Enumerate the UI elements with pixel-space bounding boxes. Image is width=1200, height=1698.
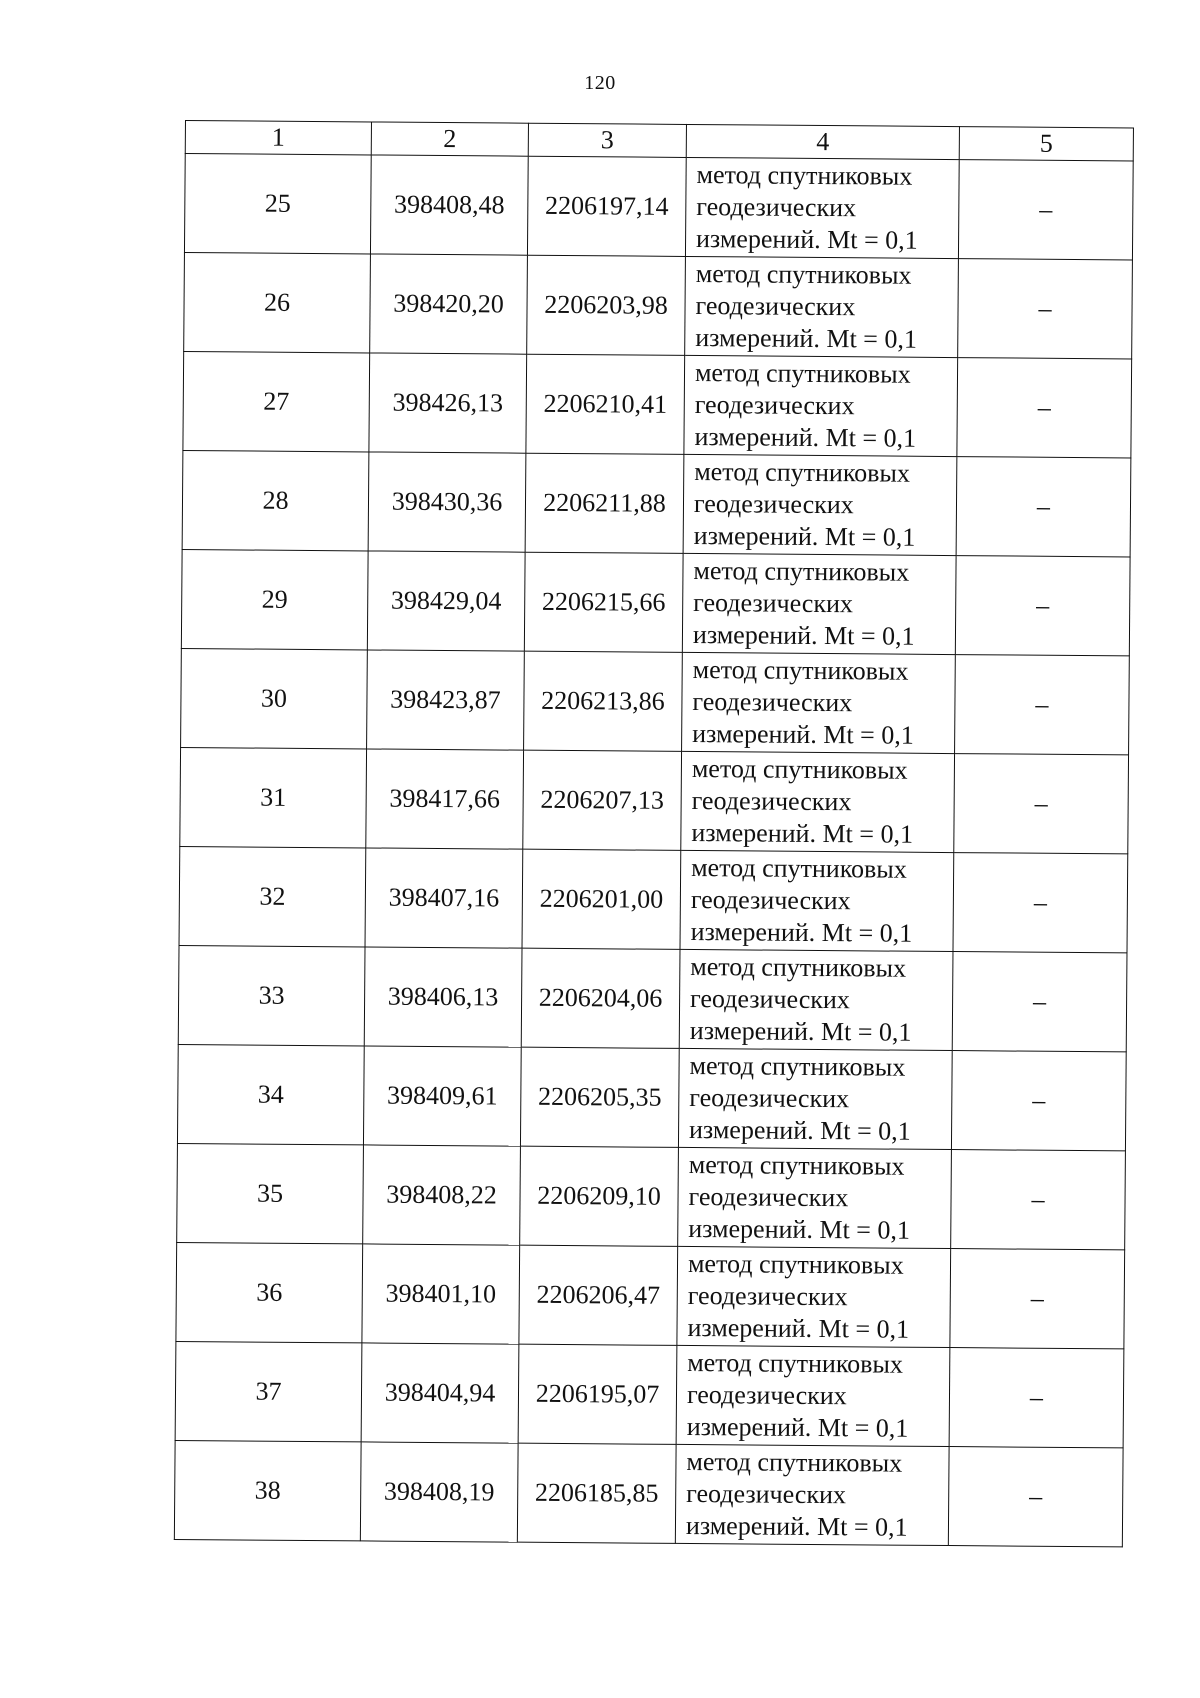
table-row [174, 1440, 1123, 1546]
description-cell: – [955, 655, 1130, 755]
method-text-line: геодезических [690, 983, 850, 1015]
description-cell: – [953, 853, 1128, 953]
description-cell: – [954, 754, 1129, 854]
point-number-cell: 38 [174, 1440, 361, 1540]
x-coordinate-cell: 398420,20 [370, 254, 528, 354]
method-text-line: геодезических [686, 1379, 847, 1411]
method-text-line: измерений. Mt = 0,1 [693, 521, 916, 552]
point-number-cell: 32 [179, 846, 366, 946]
x-coordinate-cell: 398408,22 [363, 1145, 521, 1245]
table-row [175, 1341, 1124, 1447]
method-text-line: измерений. Mt = 0,1 [687, 1312, 910, 1344]
x-coordinate-cell: 398409,61 [363, 1046, 521, 1146]
method-text-line: метод спутниковых [695, 259, 912, 290]
method-text-line: метод спутниковых [694, 358, 911, 389]
method-text-line: геодезических [691, 786, 852, 817]
method-text-line: метод спутниковых [686, 1446, 903, 1478]
x-coordinate-cell: 398408,19 [360, 1442, 518, 1542]
y-coordinate-cell: 2206207,13 [523, 750, 682, 850]
table-row [184, 154, 1133, 260]
method-text-line: измерений. Mt = 0,1 [689, 1015, 912, 1047]
table-row [177, 1044, 1126, 1150]
method-text-line: геодезических [692, 687, 853, 718]
method-text-line: геодезических [689, 1082, 850, 1114]
description-cell: – [958, 160, 1133, 260]
description-cell: – [952, 952, 1127, 1052]
method-text-line: метод спутниковых [694, 457, 911, 488]
method-cell [678, 1147, 952, 1248]
method-text-line: геодезических [690, 884, 851, 916]
column-header-1: 1 [185, 121, 371, 155]
point-number-cell: 37 [175, 1341, 362, 1441]
method-text-line: метод спутниковых [691, 754, 908, 785]
method-text-line: измерений. Mt = 0,1 [686, 1411, 909, 1443]
description-cell: – [951, 1150, 1126, 1250]
x-coordinate-cell: 398404,94 [361, 1343, 519, 1443]
x-coordinate-cell: 398426,13 [369, 353, 527, 453]
method-text-line: геодезических [694, 390, 855, 421]
method-cell [675, 1444, 949, 1545]
column-header-5: 5 [959, 127, 1133, 161]
method-text-line: геодезических [688, 1181, 849, 1213]
method-text-line: измерений. Mt = 0,1 [691, 817, 914, 849]
table-row [184, 252, 1133, 358]
description-cell: – [956, 457, 1131, 557]
column-header-3: 3 [528, 123, 686, 157]
y-coordinate-cell: 2206185,85 [517, 1443, 676, 1543]
method-cell [681, 751, 955, 852]
point-number-cell: 31 [180, 747, 367, 847]
column-header-2: 2 [371, 122, 528, 156]
description-cell: – [951, 1051, 1126, 1151]
method-text-line: метод спутниковых [687, 1248, 904, 1280]
method-cell [682, 652, 956, 753]
point-number-cell: 30 [181, 648, 368, 748]
y-coordinate-cell: 2206195,07 [518, 1344, 677, 1444]
method-text-line: измерений. Mt = 0,1 [688, 1114, 911, 1146]
y-coordinate-cell: 2206197,14 [527, 156, 686, 256]
method-text-line: измерений. Mt = 0,1 [695, 323, 918, 354]
y-coordinate-cell: 2206206,47 [519, 1245, 678, 1345]
table-row [182, 450, 1131, 556]
y-coordinate-cell: 2206209,10 [520, 1146, 679, 1246]
x-coordinate-cell: 398429,04 [367, 551, 525, 651]
coordinates-table [174, 120, 1134, 1547]
method-text-line: геодезических [693, 588, 854, 619]
description-cell: – [957, 358, 1132, 458]
table-row [179, 846, 1128, 952]
method-text-line: метод спутниковых [692, 655, 909, 686]
point-number-cell: 29 [181, 549, 368, 649]
x-coordinate-cell: 398408,48 [370, 155, 528, 255]
method-text-line: геодезических [696, 192, 857, 223]
table-body [174, 154, 1133, 1547]
method-text-line: измерений. Mt = 0,1 [695, 224, 918, 255]
method-cell [676, 1345, 950, 1446]
method-text-line: метод спутниковых [691, 852, 907, 884]
y-coordinate-cell: 2206210,41 [526, 354, 685, 454]
description-cell: – [955, 556, 1130, 656]
point-number-cell: 34 [177, 1044, 364, 1144]
table-row [177, 1143, 1126, 1249]
y-coordinate-cell: 2206215,66 [524, 552, 683, 652]
method-text-line: метод спутниковых [688, 1149, 905, 1181]
y-coordinate-cell: 2206204,06 [521, 948, 680, 1048]
x-coordinate-cell: 398407,16 [365, 848, 523, 948]
method-text-line: измерений. Mt = 0,1 [692, 620, 915, 651]
y-coordinate-cell: 2206201,00 [522, 849, 681, 949]
table-row [176, 1242, 1125, 1348]
method-text-line: измерений. Mt = 0,1 [692, 719, 914, 750]
method-text-line: метод спутниковых [687, 1347, 904, 1379]
method-cell [677, 1246, 951, 1347]
method-text-line: метод спутниковых [689, 1050, 906, 1082]
method-cell [684, 355, 958, 456]
y-coordinate-cell: 2206211,88 [525, 453, 684, 553]
method-text-line: геодезических [695, 291, 856, 322]
method-cell [683, 454, 957, 555]
method-cell [685, 157, 959, 258]
table-row [181, 648, 1130, 754]
x-coordinate-cell: 398423,87 [367, 650, 525, 750]
x-coordinate-cell: 398406,13 [364, 947, 522, 1047]
description-cell: – [949, 1348, 1124, 1448]
x-coordinate-cell: 398401,10 [362, 1244, 520, 1344]
table-row [178, 945, 1127, 1051]
method-text-line: метод спутниковых [690, 951, 907, 983]
method-text-line: геодезических [693, 489, 854, 520]
method-text-line: метод спутниковых [696, 160, 913, 191]
method-text-line: метод спутниковых [693, 556, 910, 587]
description-cell: – [948, 1447, 1123, 1547]
page-number: 120 [584, 72, 616, 94]
y-coordinate-cell: 2206205,35 [520, 1047, 679, 1147]
y-coordinate-cell: 2206213,86 [524, 651, 683, 751]
method-text-line: геодезических [687, 1280, 848, 1312]
point-number-cell: 36 [176, 1242, 363, 1342]
method-cell [685, 256, 959, 357]
point-number-cell: 33 [178, 945, 365, 1045]
y-coordinate-cell: 2206203,98 [527, 255, 686, 355]
column-header-4: 4 [686, 124, 959, 159]
method-cell [679, 949, 953, 1050]
method-cell [682, 553, 956, 654]
table-row [180, 747, 1129, 853]
point-number-cell: 26 [184, 252, 371, 352]
description-cell: – [958, 259, 1133, 359]
method-text-line: измерений. Mt = 0,1 [694, 422, 917, 453]
x-coordinate-cell: 398430,36 [368, 452, 526, 552]
method-text-line: измерений. Mt = 0,1 [688, 1213, 911, 1245]
description-cell: – [950, 1249, 1125, 1349]
point-number-cell: 28 [182, 450, 369, 550]
table-row [181, 549, 1130, 655]
method-text-line: геодезических [686, 1478, 847, 1510]
method-text-line: измерений. Mt = 0,1 [685, 1510, 908, 1542]
method-cell [680, 850, 954, 951]
point-number-cell: 27 [183, 351, 370, 451]
point-number-cell: 35 [177, 1143, 364, 1243]
x-coordinate-cell: 398417,66 [366, 749, 524, 849]
table-row [183, 351, 1132, 457]
method-cell [678, 1048, 952, 1149]
method-text-line: измерений. Mt = 0,1 [690, 916, 913, 948]
point-number-cell: 25 [184, 154, 371, 254]
